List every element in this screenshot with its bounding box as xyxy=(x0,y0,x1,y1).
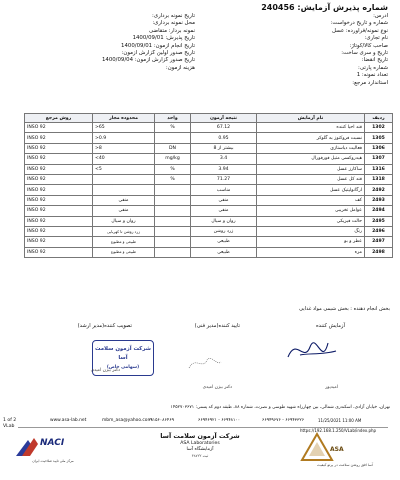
meta-field: هزینه آزمون: xyxy=(165,64,195,71)
table-row xyxy=(25,133,393,143)
cell-name: ارگانولپتیک عسل xyxy=(257,185,365,195)
cell-method: INSO 92 xyxy=(25,143,93,153)
cell-limit: <5 xyxy=(93,164,155,174)
final-approver-name: دکتر بیژن امیدی xyxy=(90,368,120,373)
cell-limit: >0.9 xyxy=(93,133,155,143)
cell-row: 2494 xyxy=(365,206,393,216)
col-header-unit: واحد xyxy=(155,114,191,123)
cell-unit: % xyxy=(155,164,191,174)
cell-name: حالت فیزیکی xyxy=(257,216,365,226)
meta-field: صاحب کالا/کوتاژ: xyxy=(349,42,388,49)
meta-field: تاریخ انجام آزمون: 1400/09/01 xyxy=(121,42,195,49)
meta-field: تاریخ پذیرش: 1400/09/01 xyxy=(132,35,195,42)
cell-unit xyxy=(155,237,191,247)
page-number: 1 of 2 xyxy=(3,418,17,423)
cell-result: 3.4 xyxy=(191,154,257,164)
table-row xyxy=(25,206,393,216)
table-row xyxy=(25,226,393,236)
company-name: شرکت آزمون سلامت آسا xyxy=(160,432,240,440)
cell-method: INSO 92 xyxy=(25,154,93,164)
col-header-limit: محدوده مجاز xyxy=(93,114,155,123)
report-number: شماره پذیرش آزمایش: 240456 xyxy=(261,3,388,12)
naci-subtitle: مرکز ملی تایید صلاحیت ایران xyxy=(32,459,74,463)
cell-result: 67.12 xyxy=(191,123,257,133)
cell-result: زرد روشن xyxy=(191,226,257,236)
meta-left xyxy=(75,13,195,72)
cell-limit xyxy=(93,185,155,195)
stamp-line2: (سهامی خاص) xyxy=(106,365,140,370)
table-row xyxy=(25,247,393,257)
tel-number: ۶۶۹۴۹۶۷۶ - ۶۶۹۴۳۳۲۶ xyxy=(262,418,305,423)
cell-name: عطر و بو xyxy=(257,237,365,247)
table-row xyxy=(25,123,393,133)
meta-right xyxy=(198,13,388,87)
table-row xyxy=(25,185,393,195)
cell-result: منفی xyxy=(191,206,257,216)
cell-unit xyxy=(155,226,191,236)
naci-logo-text: NACI xyxy=(40,438,65,448)
company-block xyxy=(140,432,260,458)
cell-method: INSO 92 xyxy=(25,185,93,195)
stamp-line1: شرکت آزمون سلامت آسا xyxy=(95,346,151,361)
cell-name: نسبت فروکتوز به گلوکز xyxy=(257,133,365,143)
cell-method: INSO 92 xyxy=(25,133,93,143)
table-row xyxy=(25,154,393,164)
tester-signature xyxy=(282,333,342,371)
cell-row: 1302 xyxy=(365,123,393,133)
table-header-row xyxy=(25,114,393,123)
cell-result: 3.94 xyxy=(191,164,257,174)
contact-row xyxy=(0,417,400,426)
company-lab: آزمایشگاه آسا xyxy=(186,447,214,452)
meta-field: شماره پارتی: xyxy=(358,64,388,71)
cell-unit: mg/kg xyxy=(155,154,191,164)
cell-result: روان و سیال xyxy=(191,216,257,226)
cell-limit: طبیعی و مطبوع xyxy=(93,237,155,247)
page-url[interactable]: https://192.168.1.250/VLab/index.php xyxy=(300,428,377,433)
meta-field: تاریخ انقضا: xyxy=(361,57,388,64)
cell-method: INSO 92 xyxy=(25,123,93,133)
meta-field: تاریخ نمونه برداری: xyxy=(152,13,195,19)
table-row xyxy=(25,164,393,174)
cell-result: بیشتر از 8 xyxy=(191,143,257,153)
table-row xyxy=(25,237,393,247)
cell-unit xyxy=(155,195,191,205)
company-address: تهران، خیابان آزادی، اسکندری شمالی، بین چهارراه شهید طوسی و نصرت، شماره ۸۸، طبقه دوم کد پستی: ۱۴۵۲۷۰۳۶۷۱ xyxy=(170,405,390,410)
cell-row: 1307 xyxy=(365,154,393,164)
meta-field: شماره و تاریخ درخواست: xyxy=(330,20,388,27)
table-row xyxy=(25,174,393,184)
tester-name: امیدپور xyxy=(325,385,338,390)
approver-name: دکتر بیژن امیدی xyxy=(202,385,232,390)
cell-row: 1316 xyxy=(365,164,393,174)
cell-method: INSO 92 xyxy=(25,195,93,205)
cell-limit: منفی xyxy=(93,195,155,205)
cell-result: طبیعی xyxy=(191,237,257,247)
meta-field: نوع نمونه/فراورده: عسل xyxy=(332,27,388,34)
naci-logo xyxy=(12,436,102,480)
cell-result: مناسب xyxy=(191,185,257,195)
meta-field: تاریخ صدور گزارش آزمون: 1400/09/04 xyxy=(101,57,195,64)
cell-result: 0.95 xyxy=(191,133,257,143)
cell-unit xyxy=(155,247,191,257)
cell-row: 1318 xyxy=(365,174,393,184)
cell-method: INSO 92 xyxy=(25,174,93,184)
cell-unit: % xyxy=(155,123,191,133)
cell-name: رنگ xyxy=(257,226,365,236)
cell-result: منفی xyxy=(191,195,257,205)
fax-number: ۶۶۹۴۶۹۲۱ - ۶۶۹۴۸۱۰۰ xyxy=(198,418,241,423)
cell-limit xyxy=(93,174,155,184)
asa-logo-text: ASA xyxy=(330,446,344,453)
cell-limit: منفی xyxy=(93,206,155,216)
cell-method: INSO 92 xyxy=(25,237,93,247)
table-row xyxy=(25,195,393,205)
col-header-name: نام آزمایش xyxy=(257,114,365,123)
meta-field: استاندارد مرجع: xyxy=(352,79,388,86)
results-table xyxy=(24,113,393,258)
cell-method: INSO 92 xyxy=(25,216,93,226)
company-registration: ثبت ۳۸۷۲۲ xyxy=(191,454,209,458)
meta-field: آدرس: xyxy=(373,13,388,19)
cell-limit: طبیعی و مطبوع xyxy=(93,247,155,257)
cell-limit: روان و سیال xyxy=(93,216,155,226)
cell-row: 2498 xyxy=(365,247,393,257)
col-header-method: روش مرجع xyxy=(25,114,93,123)
cell-name: هیدروکسی متیل فورفورال xyxy=(257,154,365,164)
cell-row: 2492 xyxy=(365,185,393,195)
cell-method: INSO 92 xyxy=(25,164,93,174)
meta-field: نمونه بردار: متقاضی xyxy=(149,27,195,34)
table-row xyxy=(25,216,393,226)
cell-name: مزه xyxy=(257,247,365,257)
col-header-result: نتیجه آزمون xyxy=(191,114,257,123)
cell-row: 1306 xyxy=(365,143,393,153)
cell-limit: >65 xyxy=(93,123,155,133)
cell-result: طبیعی xyxy=(191,247,257,257)
pager xyxy=(3,418,16,430)
cell-name: ساکارز عسل xyxy=(257,164,365,174)
asa-emblem-icon xyxy=(300,432,334,462)
app-name: VLab xyxy=(3,424,15,429)
email-link[interactable]: mbm_asa@yahoo.com xyxy=(102,418,152,423)
cell-unit xyxy=(155,216,191,226)
meta-field: تعداد نمونه: 1 xyxy=(356,72,388,79)
tester-label: آزمایش کننده xyxy=(315,323,345,329)
phone-number: ۰۹۱۵۶۰۸۶۴۶۹ xyxy=(148,418,174,423)
cell-name: قند کل عسل xyxy=(257,174,365,184)
cell-name: قند احیا کننده xyxy=(257,123,365,133)
asa-slogan: آسا افق روشن سلامت در پرتو کیفیت xyxy=(317,463,373,467)
performing-section: بخش انجام دهنده : بخش شیمی مواد غذایی xyxy=(299,306,390,312)
cell-name: عوامل تخریبی xyxy=(257,206,365,216)
cell-unit xyxy=(155,185,191,195)
cell-row: 2497 xyxy=(365,237,393,247)
cell-row: 2493 xyxy=(365,195,393,205)
cell-unit xyxy=(155,133,191,143)
cell-row: 2496 xyxy=(365,226,393,236)
cell-limit: <40 xyxy=(93,154,155,164)
website-link[interactable]: www.asa-lab.net xyxy=(50,418,87,423)
cell-method: INSO 92 xyxy=(25,206,93,216)
asa-logo xyxy=(300,432,390,476)
cell-row: 1305 xyxy=(365,133,393,143)
meta-field: محل نمونه برداری: xyxy=(152,20,195,27)
cell-method: INSO 92 xyxy=(25,247,93,257)
cell-row: 2495 xyxy=(365,216,393,226)
cell-unit: DN xyxy=(155,143,191,153)
cell-unit: % xyxy=(155,174,191,184)
cell-limit: زرد روشن تا کهربایی xyxy=(93,226,155,236)
cell-result: 71.27 xyxy=(191,174,257,184)
cell-limit: >8 xyxy=(93,143,155,153)
table-row xyxy=(25,143,393,153)
final-approver-label: تصویب کننده(مدیر ارشد) xyxy=(77,323,132,329)
timestamp: 11/25/2021 11:00 AM xyxy=(318,418,362,423)
approver-label: تایید کننده(مدیر فنی) xyxy=(194,323,240,329)
meta-field: تاریخ و سری ساخت: xyxy=(341,50,388,57)
meta-field: تاریخ صدور اولین گزارش آزمون: xyxy=(121,50,195,57)
cell-unit xyxy=(155,206,191,216)
cell-name: کف xyxy=(257,195,365,205)
meta-field: نام تجاری: xyxy=(364,35,388,42)
approver-signature xyxy=(185,350,225,376)
company-name-en: ASA Laboratories xyxy=(180,441,220,446)
cell-name: فعالیت دیاستازی xyxy=(257,143,365,153)
cell-method: INSO 92 xyxy=(25,226,93,236)
col-header-row: ردیف xyxy=(365,114,393,123)
